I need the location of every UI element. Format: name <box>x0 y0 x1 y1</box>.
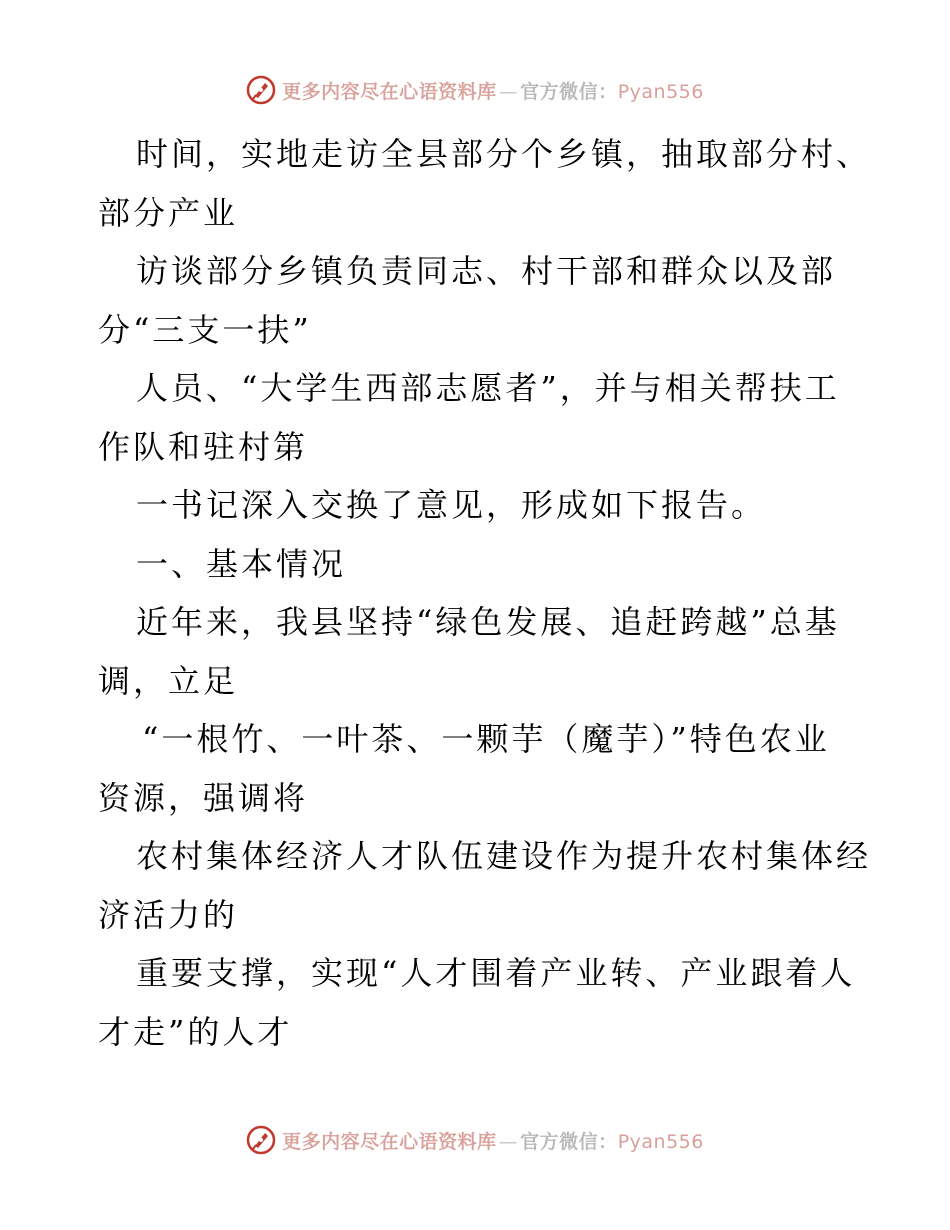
paragraph-line: 重要支撑，实现“人才围着产业转、产业跟着人 <box>136 954 856 992</box>
paragraph-line: 调，立足 <box>98 661 239 700</box>
pen-nib-logo-icon <box>246 1125 276 1155</box>
watermark-id: Pyan556 <box>617 80 704 103</box>
paragraph-line: 作队和驻村第 <box>98 427 309 466</box>
watermark-separator: — <box>498 80 519 103</box>
watermark-label: 官方微信： <box>520 1130 618 1153</box>
paragraph-line: 部分产业 <box>98 193 239 232</box>
watermark-title: 更多内容尽在心语资料库 <box>282 80 497 103</box>
watermark-label: 官方微信： <box>520 80 618 103</box>
footer-watermark <box>0 1122 950 1158</box>
document-body <box>98 125 872 1061</box>
paragraph-line: 人员、“大学生西部志愿者”，并与相关帮扶工 <box>136 369 840 407</box>
watermark-separator: — <box>498 1130 519 1153</box>
paragraph-line: 近年来，我县坚持“绿色发展、追赶跨越”总基 <box>136 603 840 641</box>
paragraph-line: 才走”的人才 <box>98 1012 293 1051</box>
paragraph-line: 分“三支一扶” <box>98 310 312 349</box>
watermark-id: Pyan556 <box>617 1130 704 1153</box>
pen-nib-logo-icon <box>246 75 276 105</box>
paragraph-line: 济活力的 <box>98 895 239 934</box>
header-watermark <box>0 72 950 108</box>
paragraph-line: 农村集体经济人才队伍建设作为提升农村集体经 <box>136 837 872 875</box>
paragraph-line: 时间，实地走访全县部分个乡镇，抽取部分村、 <box>136 135 872 173</box>
paragraph-line: 资源，强调将 <box>98 778 309 817</box>
paragraph-line: 访谈部分乡镇负责同志、村干部和群众以及部 <box>136 252 837 290</box>
paragraph-line: “一根竹、一叶茶、一颗芋（魔芋）”特色农业 <box>142 720 830 758</box>
watermark-title: 更多内容尽在心语资料库 <box>282 1130 497 1153</box>
section-heading: 一、基本情况 <box>136 544 347 583</box>
paragraph-line: 一书记深入交换了意见，形成如下报告。 <box>136 486 767 524</box>
